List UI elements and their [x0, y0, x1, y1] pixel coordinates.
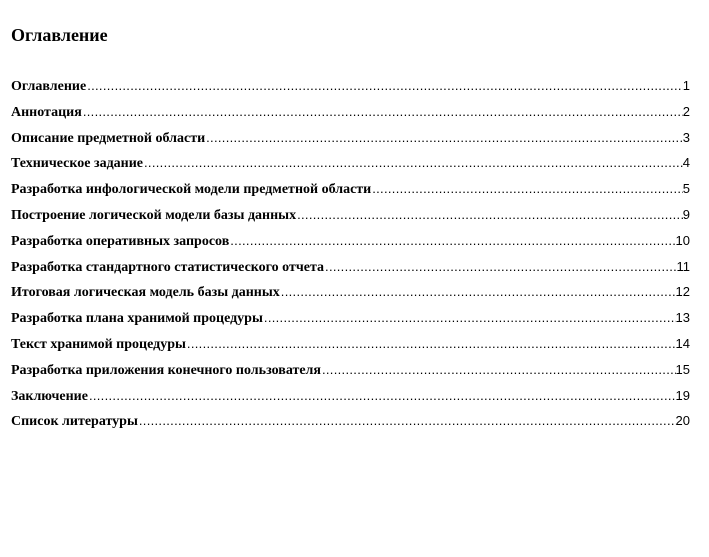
toc-entry-title: Разработка приложения конечного пользователя [11, 362, 321, 378]
toc-entry[interactable] [11, 411, 690, 437]
toc-entry-page: 4 [682, 155, 690, 171]
toc-entry[interactable] [11, 179, 690, 205]
toc-dot-leader [86, 76, 683, 96]
toc-entry[interactable] [11, 205, 690, 231]
toc-entry[interactable] [11, 257, 690, 283]
toc-entry-page: 13 [675, 310, 690, 326]
toc-entry-title: Аннотация [11, 104, 82, 120]
toc-entry-title: Список литературы [11, 414, 138, 430]
toc-entry-page: 12 [675, 284, 690, 300]
toc-entry[interactable] [11, 128, 690, 154]
toc-entry-page: 15 [675, 361, 690, 377]
toc-entry-title: Разработка стандартного статистического отчета [11, 259, 325, 275]
toc-entry-title: Разработка плана хранимой процедуры [11, 311, 263, 327]
toc-dot-leader [143, 153, 683, 173]
toc-dot-leader [205, 128, 683, 148]
toc-dot-leader [296, 205, 683, 225]
toc-dot-leader [371, 179, 683, 199]
toc-entry-page: 19 [675, 387, 690, 403]
toc-entry[interactable] [11, 102, 690, 128]
toc-entry[interactable] [11, 334, 690, 360]
toc-dot-leader [321, 360, 676, 380]
toc-entry-page: 14 [675, 335, 690, 351]
toc-dot-leader [280, 282, 676, 302]
toc-entry-title: Построение логической модели базы данных [11, 207, 297, 223]
toc-entry-title: Текст хранимой процедуры [11, 336, 186, 352]
toc-entry[interactable] [11, 153, 690, 179]
toc-dot-leader [138, 411, 676, 431]
toc-entry-page: 10 [675, 232, 690, 248]
toc-dot-leader [263, 308, 676, 328]
toc-entry[interactable] [11, 360, 690, 386]
toc-dot-leader [82, 102, 683, 122]
toc-dot-leader [229, 231, 675, 251]
toc-entry-page: 2 [682, 103, 690, 119]
toc-entry-page: 1 [682, 78, 690, 93]
toc-entry-title: Итоговая логическая модель базы данных [11, 285, 280, 301]
toc-entry-title: Разработка оперативных запросов [11, 233, 230, 249]
toc-entry-page: 20 [675, 413, 690, 429]
table-of-contents [11, 76, 690, 437]
toc-entry-page: 3 [682, 129, 690, 145]
toc-entry[interactable] [11, 76, 690, 102]
toc-entry-title: Техническое задание [11, 156, 144, 172]
toc-entry[interactable] [11, 282, 690, 308]
toc-entry[interactable] [11, 386, 690, 412]
toc-entry-page: 5 [682, 181, 690, 197]
toc-entry-title: Описание предметной области [11, 130, 206, 146]
toc-entry-page: 11 [676, 258, 690, 274]
toc-dot-leader [88, 386, 676, 406]
toc-entry-title: Оглавление [11, 79, 87, 94]
toc-dot-leader [324, 257, 676, 277]
toc-dot-leader [186, 334, 676, 354]
toc-heading: Оглавление [11, 25, 108, 45]
toc-entry-page: 9 [682, 206, 690, 222]
toc-entry-title: Заключение [11, 388, 88, 404]
toc-entry[interactable] [11, 308, 690, 334]
toc-entry[interactable] [11, 231, 690, 257]
toc-entry-title: Разработка инфологической модели предметной области [11, 182, 372, 198]
